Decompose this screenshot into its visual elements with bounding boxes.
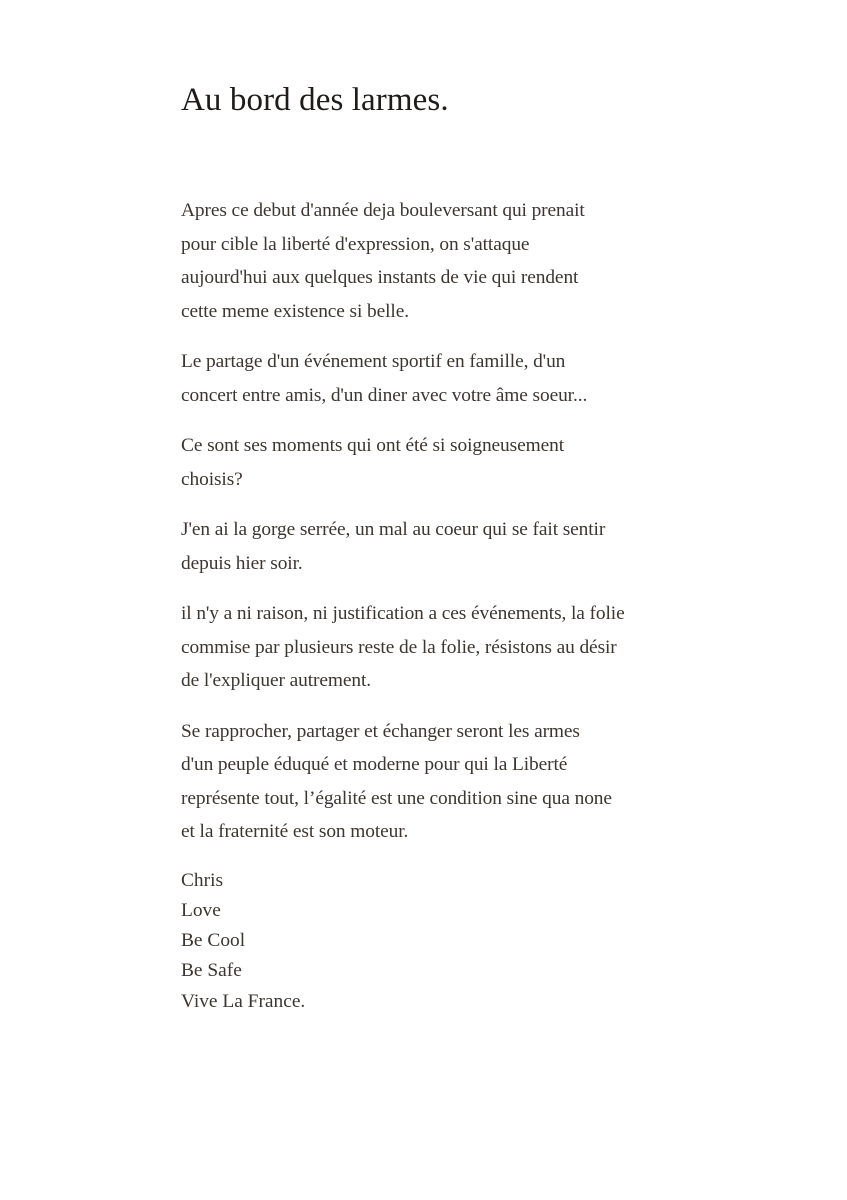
paragraph-line: de l'expliquer autrement. bbox=[181, 670, 371, 691]
signature-line: Vive La France. bbox=[181, 990, 306, 1012]
paragraph-line: cette meme existence si belle. bbox=[181, 300, 409, 322]
article bbox=[181, 78, 681, 1017]
signature-line: Love bbox=[181, 899, 221, 921]
paragraph-line: J'en ai la gorge serrée, un mal au coeur qui se fait sentir bbox=[181, 519, 606, 540]
paragraph-2 bbox=[181, 345, 681, 412]
paragraph-6 bbox=[181, 715, 681, 849]
paragraph-line: Se rapprocher, partager et échanger seront les armes bbox=[181, 720, 580, 742]
paragraph-3 bbox=[181, 429, 681, 496]
paragraph-line: et la fraternité est son moteur. bbox=[181, 821, 409, 842]
paragraph-line: pour cible la liberté d'expression, on s'attaque bbox=[181, 233, 530, 255]
paragraph-line: depuis hier soir. bbox=[181, 552, 303, 574]
paragraph-line: Apres ce debut d'année deja bouleversant qui prenait bbox=[181, 200, 585, 221]
article-title: Au bord des larmes. bbox=[181, 82, 449, 118]
paragraph-line: il n'y a ni raison, ni justification a ces événements, la folie bbox=[181, 603, 625, 624]
paragraph-line: choisis? bbox=[181, 468, 243, 490]
signature-block bbox=[181, 866, 681, 1017]
paragraph-1 bbox=[181, 194, 681, 328]
paragraph-line: d'un peuple éduqué et moderne pour qui la Liberté bbox=[181, 754, 568, 775]
paragraph-4 bbox=[181, 513, 681, 580]
signature-line: Be Cool bbox=[181, 930, 246, 952]
paragraph-line: concert entre amis, d'un diner avec votre âme soeur... bbox=[181, 384, 588, 406]
paragraph-line: commise par plusieurs reste de la folie, résistons au désir bbox=[181, 636, 617, 658]
paragraph-line: Le partage d'un événement sportif en famille, d'un bbox=[181, 351, 566, 372]
paragraph-line: aujourd'hui aux quelques instants de vie qui rendent bbox=[181, 267, 579, 288]
signature-line: Be Safe bbox=[181, 960, 242, 982]
paragraph-5 bbox=[181, 597, 681, 698]
article-body bbox=[181, 194, 681, 1017]
signature-name: Chris bbox=[181, 869, 224, 891]
paragraph-line: représente tout, l’égalité est une condition sine qua none bbox=[181, 787, 612, 809]
paragraph-line: Ce sont ses moments qui ont été si soigneusement bbox=[181, 435, 564, 456]
